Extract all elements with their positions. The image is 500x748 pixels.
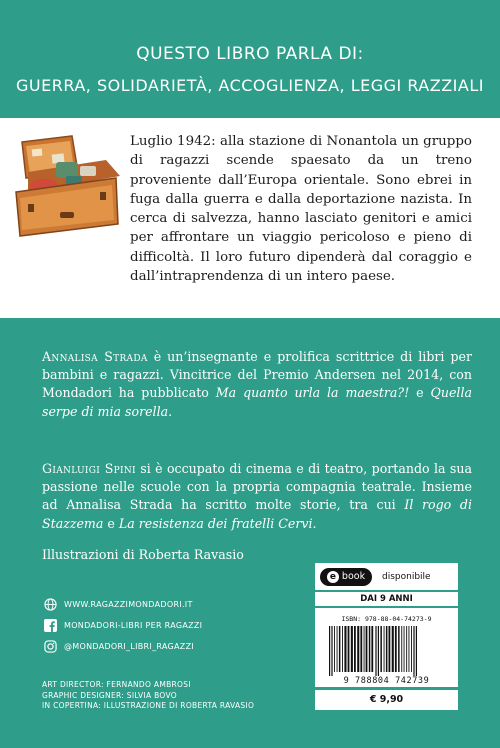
barcode-bar bbox=[401, 626, 402, 672]
bio-ending: . bbox=[168, 403, 173, 419]
barcode-bar bbox=[348, 626, 350, 672]
book-title: Quella serpe di mia sorella bbox=[42, 385, 472, 419]
barcode-bar bbox=[384, 626, 385, 672]
bio-ending: . bbox=[312, 515, 317, 531]
isbn-text: ISBN: 978-88-04-74273-9 bbox=[341, 615, 432, 623]
credit-line: IN COPERTINA: ILLUSTRAZIONE DI ROBERTA RAVASIO bbox=[42, 701, 255, 710]
topics-list: GUERRA, SOLIDARIETÀ, ACCOGLIENZA, LEGGI RAZZIALI bbox=[16, 76, 484, 95]
topics-heading: QUESTO LIBRO PARLA DI: bbox=[136, 44, 364, 64]
instagram-icon bbox=[44, 640, 57, 653]
barcode-bar bbox=[378, 626, 379, 676]
barcode-bar bbox=[404, 626, 405, 672]
credit-line: GRAPHIC DESIGNER: SILVIA BOVO bbox=[42, 690, 177, 700]
bio-connector: e bbox=[409, 385, 431, 401]
instagram-link[interactable]: @MONDADORI_LIBRI_RAGAZZI bbox=[64, 641, 195, 651]
barcode-bar bbox=[409, 626, 410, 672]
bio-connector: e bbox=[103, 515, 119, 531]
top-teal-band bbox=[0, 0, 500, 118]
barcode-bar bbox=[351, 626, 353, 672]
credit-line: ART DIRECTOR: FERNANDO AMBROSI bbox=[42, 680, 191, 689]
author-bio-spini bbox=[42, 460, 472, 533]
barcode-bar bbox=[386, 626, 388, 672]
synopsis-band bbox=[0, 118, 500, 318]
barcode-bar bbox=[398, 626, 400, 672]
barcode-bar bbox=[342, 626, 343, 672]
facebook-icon bbox=[44, 619, 57, 632]
barcode-bar bbox=[406, 626, 407, 672]
author-name: Annalisa Strada bbox=[42, 349, 148, 364]
website-link[interactable]: WWW.RAGAZZIMONDADORI.IT bbox=[64, 599, 193, 609]
age-badge: DAI 9 ANNI bbox=[315, 592, 458, 606]
author-name: Gianluigi Spini bbox=[42, 461, 136, 476]
barcode-bar bbox=[339, 626, 341, 672]
barcode-bar bbox=[360, 626, 362, 672]
barcode-bar bbox=[411, 626, 412, 672]
barcode-bar bbox=[380, 626, 382, 672]
barcode-bar bbox=[329, 626, 330, 676]
globe-icon bbox=[44, 598, 57, 611]
barcode-bar bbox=[334, 626, 335, 672]
barcode-bar bbox=[337, 626, 338, 672]
social-links bbox=[44, 594, 294, 657]
barcode-bar bbox=[364, 626, 365, 672]
suitcase-illustration bbox=[8, 132, 126, 240]
illustrations-credit: Illustrazioni di Roberta Ravasio bbox=[42, 547, 244, 562]
barcode-bar bbox=[331, 626, 332, 676]
ebook-status: disponibile bbox=[382, 571, 431, 582]
facebook-link[interactable]: MONDADORI-LIBRI PER RAGAZZI bbox=[64, 620, 203, 630]
book-title: Ma quanto urla la maestra?! bbox=[215, 385, 410, 401]
barcode-digits: 9 788804 742739 bbox=[343, 676, 430, 686]
barcode-bar bbox=[413, 626, 414, 676]
barcode-bar bbox=[392, 626, 394, 672]
credits bbox=[42, 680, 254, 712]
barcode-bar bbox=[366, 626, 368, 672]
ebook-badge-label: book bbox=[341, 571, 366, 582]
price-badge: € 9,90 bbox=[315, 690, 458, 710]
barcode-bar bbox=[389, 626, 391, 672]
barcode-bar bbox=[357, 626, 359, 672]
book-title: Il rogo di Stazzema bbox=[42, 497, 472, 531]
bio-text: si è occupato di cinema e di teatro, portando la sua passione nelle scuole con la propria compagnia teatrale. Insieme ad Annalisa Strada ha scritto molte storie, tra cui bbox=[42, 461, 473, 513]
barcode-bar bbox=[395, 626, 397, 672]
barcode-bar bbox=[375, 626, 376, 676]
bio-text: è un’insegnante e prolifica scrittrice di libri per bambini e ragazzi. Vincitrice del Premio Andersen nel 2014, con Mondadori ha pubblicato bbox=[42, 349, 472, 401]
ebook-e-icon: e bbox=[327, 571, 339, 583]
social-row-instagram[interactable] bbox=[44, 636, 294, 656]
synopsis-text: Luglio 1942: alla stazione di Nonantola un gruppo di ragazzi scende spaesato da un treno proveniente dall’Europa orientale. Sono ebrei in fuga dalla guerra e dalla deportazione nazista. In cerca di salvezza, hanno lasciato genitori e amici per affrontare un viaggio pericoloso e pieno di difficoltà. Il loro futuro dipenderà dal coraggio e dall’intraprendenza di un intero paese. bbox=[130, 134, 472, 285]
barcode-block bbox=[315, 608, 458, 687]
barcode-bar bbox=[354, 626, 356, 672]
barcode-bar bbox=[416, 626, 417, 676]
barcode-bar bbox=[344, 626, 346, 672]
social-row-facebook[interactable] bbox=[44, 615, 294, 635]
ebook-badge bbox=[320, 568, 372, 586]
barcode-image bbox=[329, 626, 444, 676]
barcode-bar bbox=[369, 626, 371, 672]
author-bio-strada bbox=[42, 348, 472, 421]
book-title: La resistenza dei fratelli Cervi bbox=[118, 515, 313, 531]
social-row-website[interactable] bbox=[44, 594, 294, 614]
barcode-bar bbox=[371, 626, 373, 672]
ebook-availability bbox=[315, 563, 458, 590]
